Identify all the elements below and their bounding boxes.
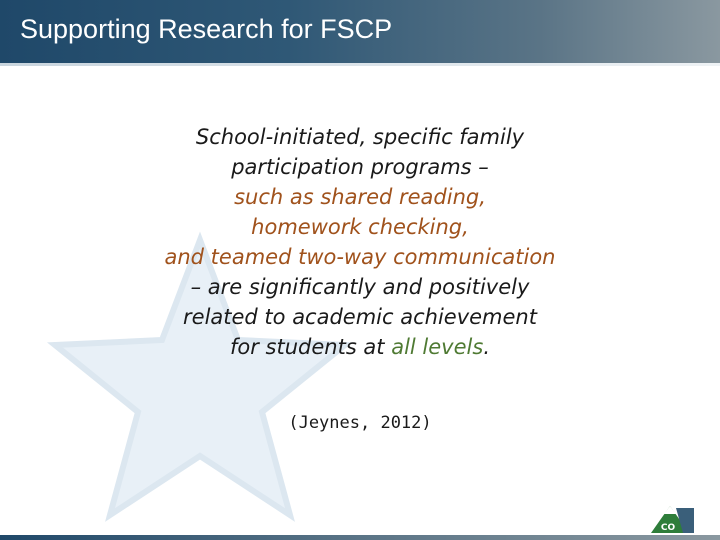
slide-title: Supporting Research for FSCP [20,14,393,44]
emphasis-all-levels: all levels [391,335,484,359]
statement-line-3: such as shared reading, [234,185,486,209]
statement-line-1: School-initiated, specific family [195,125,525,149]
footer-bar [0,535,720,540]
statement-line-5: and teamed two-way communication [164,245,556,269]
statement-line-2: participation programs – [231,155,489,179]
statement-line-4: homework checking, [251,215,469,239]
statement-line-7: related to academic achievement [183,305,537,329]
statement-line-6: – are significantly and positively [190,275,530,299]
statement-end-punct: . [483,335,490,359]
logo-text: CO [660,523,676,533]
statement-line-8-start: for students at [229,335,392,359]
citation: (Jeynes, 2012) [288,413,432,433]
statement-line-8 [100,332,620,362]
research-statement [100,122,620,362]
colorado-logo-icon [648,500,698,534]
